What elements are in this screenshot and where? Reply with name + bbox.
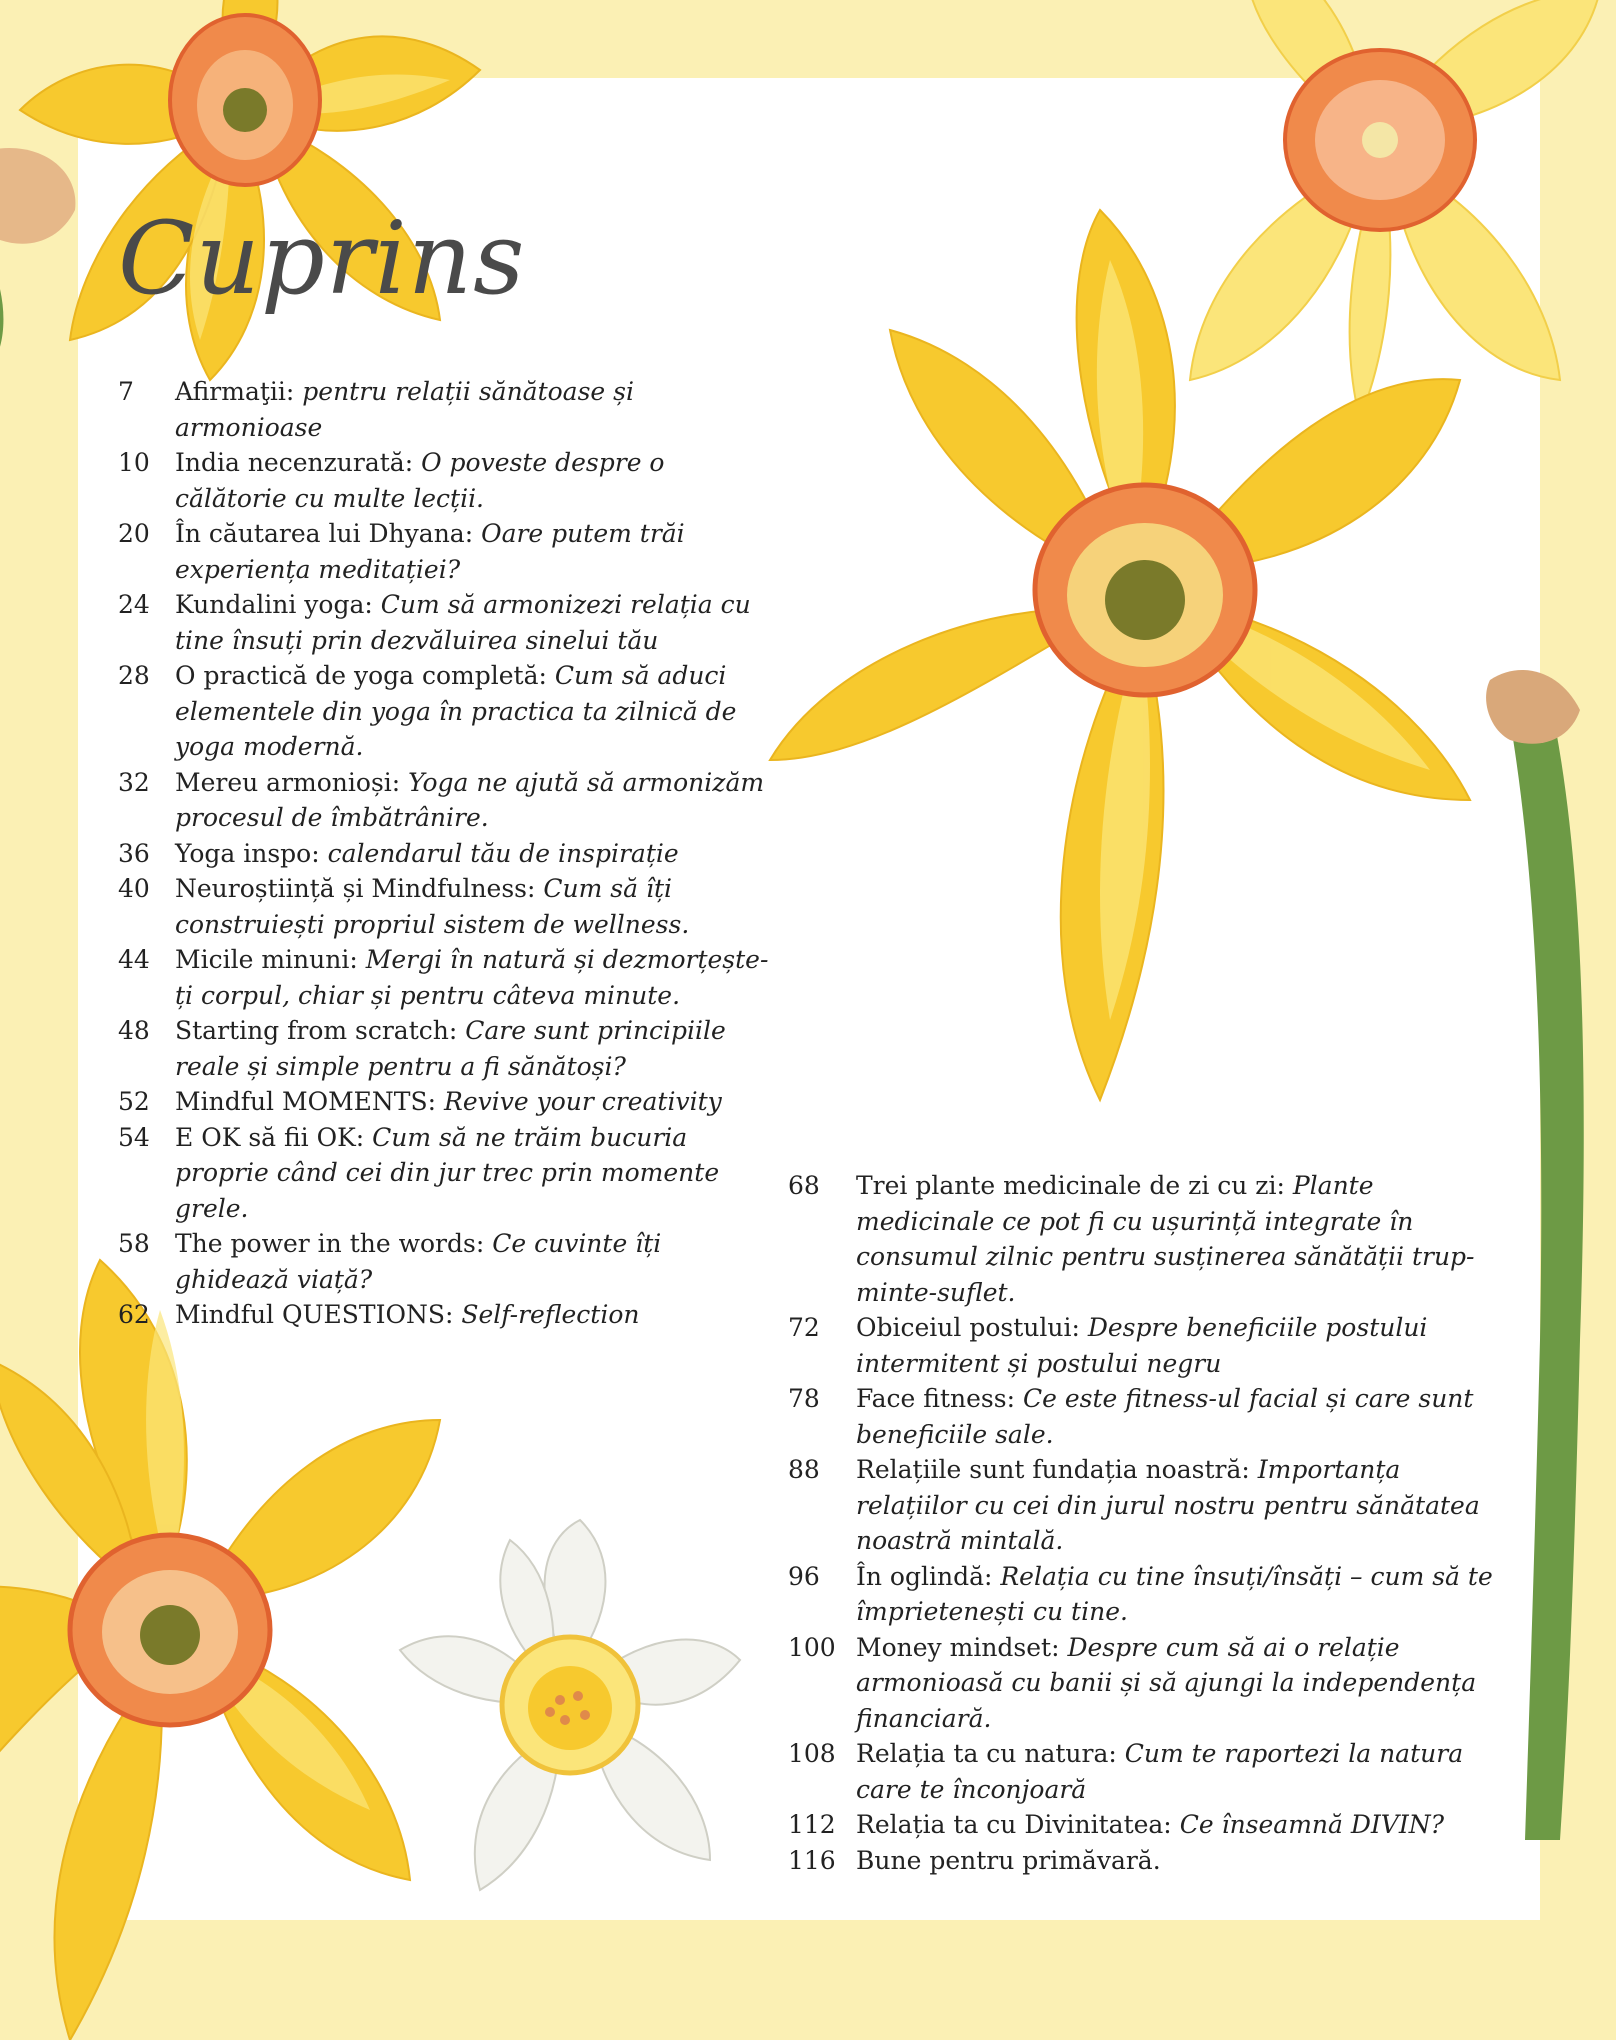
toc-topic: Yoga inspo: bbox=[175, 838, 320, 868]
toc-entry bbox=[788, 1168, 1508, 1310]
toc-page-number: 88 bbox=[788, 1455, 820, 1484]
toc-description: O poveste despre o călătorie cu multe lecții. bbox=[175, 448, 665, 513]
toc-topic: Neuroștiință și Mindfulness: bbox=[175, 874, 536, 903]
toc-page-number: 24 bbox=[118, 590, 150, 619]
toc-entry bbox=[788, 1452, 1508, 1559]
toc-description: Importanța relațiilor cu cei din jurul nostru pentru sănătatea noastră mintală. bbox=[856, 1455, 1480, 1555]
toc-topic: Mindful MOMENTS: bbox=[175, 1087, 437, 1116]
toc-entry bbox=[118, 836, 774, 872]
toc-description: Ce este fitness-ul facial și care sunt beneficiile sale. bbox=[856, 1384, 1474, 1449]
toc-topic: Afirmaţii: bbox=[175, 377, 295, 406]
toc-page-number: 116 bbox=[788, 1845, 836, 1875]
toc-topic: E OK să fii OK: bbox=[175, 1122, 365, 1152]
daffodil-left-bud-icon bbox=[0, 130, 90, 360]
toc-topic: Relația ta cu Divinitatea: bbox=[856, 1810, 1172, 1839]
toc-page-number: 40 bbox=[118, 874, 150, 903]
toc-topic: Starting from scratch: bbox=[175, 1016, 458, 1045]
toc-entry bbox=[788, 1736, 1508, 1807]
toc-topic: Bune pentru primăvară. bbox=[856, 1845, 1161, 1875]
toc-description: calendarul tău de inspirație bbox=[327, 838, 679, 868]
toc-description: Cum să aduci elementele din yoga în practica ta zilnică de yoga modernă. bbox=[175, 661, 737, 761]
daffodil-center-right-icon bbox=[740, 200, 1520, 1150]
toc-description: Care sunt principiile reale și simple pentru a fi sănătoși? bbox=[175, 1016, 726, 1081]
toc-page-number: 54 bbox=[118, 1122, 150, 1152]
toc-topic: Micile minuni: bbox=[175, 945, 358, 974]
toc-page-number: 96 bbox=[788, 1561, 820, 1591]
toc-topic: Relația ta cu natura: bbox=[856, 1739, 1117, 1768]
toc-description: Cum să îți construiești propriul sistem de wellness. bbox=[175, 874, 690, 939]
toc-description: Cum să ne trăim bucuria proprie când cei din jur trec prin momente grele. bbox=[175, 1122, 720, 1223]
toc-entry bbox=[788, 1630, 1508, 1737]
toc-entry bbox=[788, 1381, 1508, 1452]
toc-description: pentru relații sănătoase și armonioase bbox=[175, 377, 634, 442]
toc-page-number: 100 bbox=[788, 1632, 836, 1662]
toc-entry bbox=[118, 587, 774, 658]
toc-description: Oare putem trăi experiența meditației? bbox=[175, 519, 685, 584]
toc-entry bbox=[118, 1226, 774, 1297]
toc-topic: Mereu armonioși: bbox=[175, 767, 401, 797]
toc-description: Plante medicinale ce pot fi cu ușurință integrate în consumul zilnic pentru susținerea sănătății trup-minte-suflet. bbox=[856, 1171, 1475, 1307]
toc-topic: India necenzurată: bbox=[175, 448, 414, 477]
toc-entry bbox=[118, 516, 774, 587]
toc-page-number: 48 bbox=[118, 1016, 150, 1045]
toc-page-number: 112 bbox=[788, 1810, 836, 1839]
toc-description: Cum să armonizezi relația cu tine însuți prin dezvăluirea sinelui tău bbox=[175, 590, 751, 655]
toc-page-number: 7 bbox=[118, 377, 134, 406]
toc-description: Ce cuvinte îți ghidează viață? bbox=[175, 1229, 662, 1294]
toc-topic: Trei plante medicinale de zi cu zi: bbox=[856, 1171, 1285, 1200]
toc-topic: Mindful QUESTIONS: bbox=[175, 1300, 454, 1329]
toc-page-number: 44 bbox=[118, 945, 150, 974]
toc-page-number: 108 bbox=[788, 1739, 836, 1768]
toc-page-number: 58 bbox=[118, 1229, 150, 1258]
toc-description: Despre cum să ai o relație armonioasă cu banii și să ajungi la independența financiară. bbox=[856, 1632, 1477, 1733]
toc-entry bbox=[118, 942, 774, 1013]
toc-description: Relația cu tine însuți/însăți – cum să te împrietenești cu tine. bbox=[856, 1561, 1493, 1626]
toc-entry bbox=[118, 658, 774, 765]
toc-entry bbox=[788, 1843, 1508, 1879]
toc-topic: O practică de yoga completă: bbox=[175, 661, 547, 690]
toc-topic: Money mindset: bbox=[856, 1632, 1060, 1662]
toc-entry bbox=[118, 871, 774, 942]
toc-entry bbox=[118, 765, 774, 836]
toc-description: Yoga ne ajută să armonizăm procesul de îmbătrânire. bbox=[175, 767, 765, 832]
page-title: Cuprins bbox=[118, 200, 526, 317]
toc-description: Mergi în natură și dezmorțește-ți corpul, chiar și pentru câteva minute. bbox=[175, 945, 769, 1010]
toc-page-number: 78 bbox=[788, 1384, 820, 1413]
toc-entry bbox=[118, 445, 774, 516]
toc-description: Revive your creativity bbox=[444, 1087, 722, 1116]
toc-entry bbox=[788, 1807, 1508, 1843]
toc-topic: În oglindă: bbox=[856, 1561, 993, 1591]
toc-topic: În căutarea lui Dhyana: bbox=[175, 519, 474, 548]
toc-topic: Obiceiul postului: bbox=[856, 1313, 1080, 1342]
toc-topic: Kundalini yoga: bbox=[175, 590, 373, 619]
toc-page-number: 52 bbox=[118, 1087, 150, 1116]
toc-left-column bbox=[118, 374, 774, 1333]
toc-entry bbox=[118, 1013, 774, 1084]
toc-entry bbox=[118, 1120, 774, 1227]
toc-page-number: 28 bbox=[118, 661, 150, 690]
toc-entry bbox=[118, 1297, 774, 1333]
toc-entry bbox=[118, 374, 774, 445]
toc-page-number: 72 bbox=[788, 1313, 820, 1342]
toc-topic: The power in the words: bbox=[175, 1229, 485, 1258]
toc-page-number: 62 bbox=[118, 1300, 150, 1329]
toc-topic: Face fitness: bbox=[856, 1384, 1015, 1413]
toc-entry bbox=[118, 1084, 774, 1120]
toc-topic: Relațiile sunt fundația noastră: bbox=[856, 1455, 1250, 1484]
toc-page-number: 20 bbox=[118, 519, 150, 548]
toc-page-number: 36 bbox=[118, 838, 150, 868]
toc-description: Ce înseamnă DIVIN? bbox=[1179, 1810, 1444, 1839]
toc-description: Self-reflection bbox=[461, 1300, 640, 1329]
toc-description: Despre beneficiile postului intermitent și postului negru bbox=[856, 1313, 1428, 1378]
toc-description: Cum te raportezi la natura care te înconjoară bbox=[856, 1739, 1464, 1804]
toc-entry bbox=[788, 1559, 1508, 1630]
toc-right-column bbox=[788, 1168, 1508, 1878]
toc-entry bbox=[788, 1310, 1508, 1381]
toc-page-number: 32 bbox=[118, 767, 150, 797]
white-narcissus-icon bbox=[400, 1520, 740, 1890]
toc-page-number: 10 bbox=[118, 448, 150, 477]
toc-page-number: 68 bbox=[788, 1171, 820, 1200]
